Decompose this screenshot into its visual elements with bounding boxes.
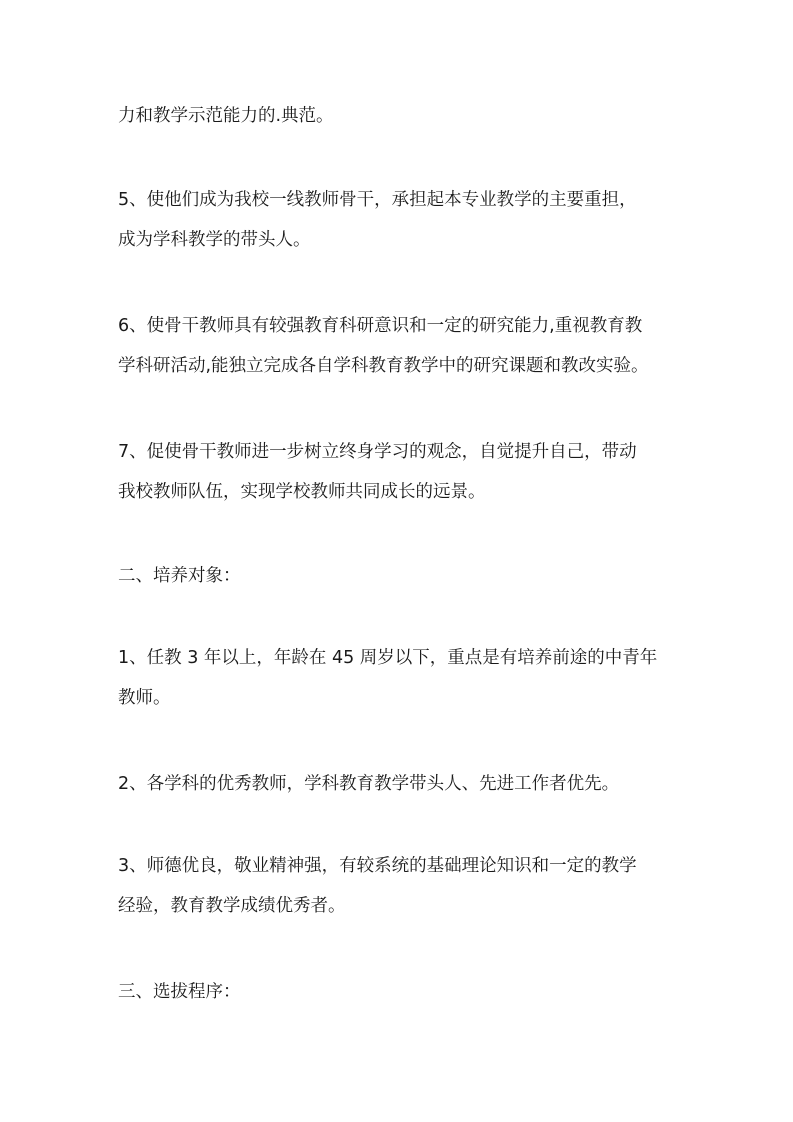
section-heading: 二、培养对象： [118,566,241,586]
text-line: 力和教学示范能力的.典范。 [118,106,334,126]
paragraph-target-1 [118,638,688,718]
text-line: 成为学科教学的带头人。 [118,230,311,250]
paragraph-item-7 [118,432,688,512]
paragraph-target-2 [118,764,688,804]
text-line: 经验，教育教学成绩优秀者。 [118,896,346,916]
text-line: 2、各学科的优秀教师，学科教育教学带头人、先进工作者优先。 [118,774,620,794]
section-heading: 三、选拔程序： [118,982,241,1002]
section-heading-selection-procedure [118,972,688,1012]
text-line: 5、使他们成为我校一线教师骨干，承担起本专业教学的主要重担， [118,190,637,210]
text-line: 7、促使骨干教师进一步树立终身学习的观念，自觉提升自己，带动 [118,442,637,462]
paragraph-item-6 [118,306,688,386]
paragraph-target-3 [118,846,688,926]
text-line: 6、使骨干教师具有较强教育科研意识和一定的研究能力,重视教育教 [118,316,643,336]
paragraph-item-5 [118,180,688,260]
paragraph-continuation [118,96,688,136]
text-line: 学科研活动,能独立完成各自学科教育教学中的研究课题和教改实验。 [118,356,649,376]
section-heading-training-targets [118,556,688,596]
text-line: 教师。 [118,688,171,708]
text-line: 我校教师队伍，实现学校教师共同成长的远景。 [118,482,486,502]
text-line: 3、师德优良，敬业精神强，有较系统的基础理论知识和一定的教学 [118,856,637,876]
text-line: 1、任教 3 年以上，年龄在 45 周岁以下，重点是有培养前途的中青年 [118,648,658,668]
